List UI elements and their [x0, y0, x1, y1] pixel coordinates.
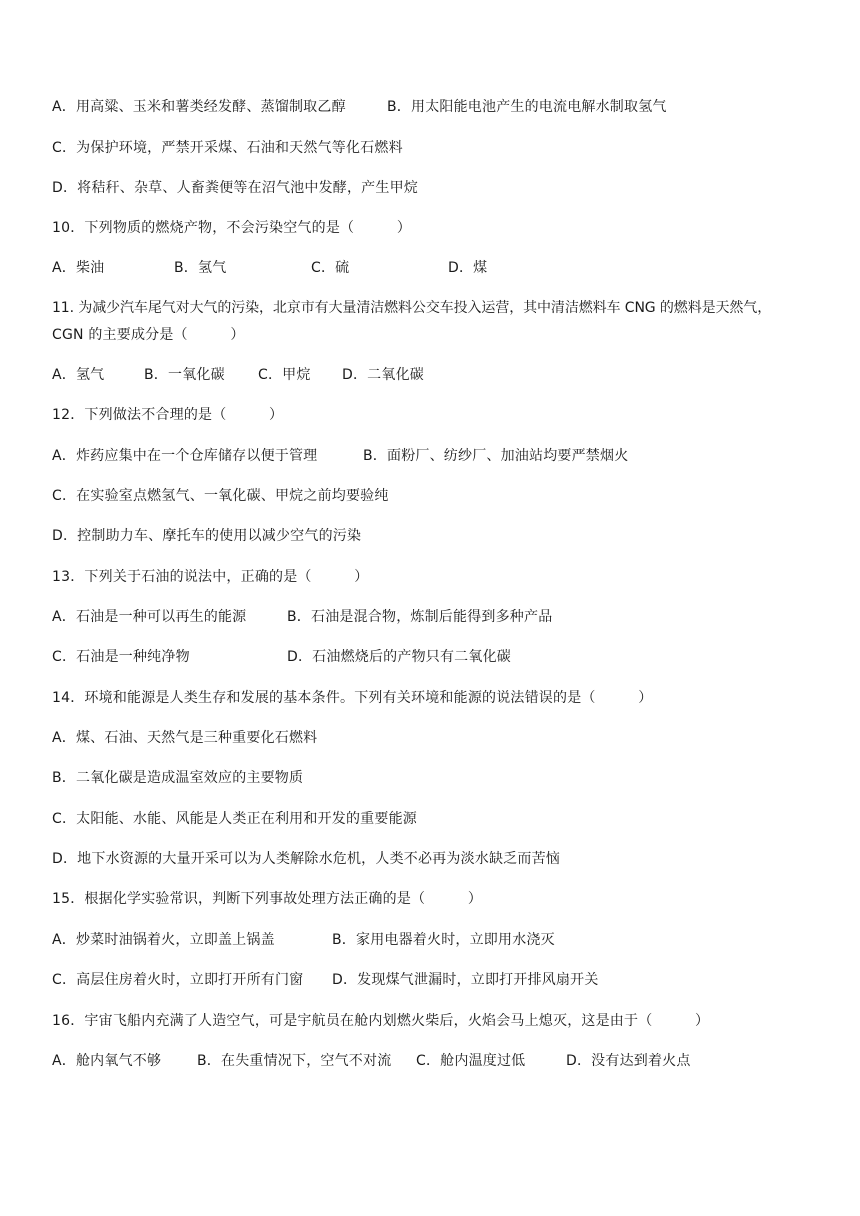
- option-c: C．石油是一种纯净物: [52, 649, 190, 665]
- option-c: C．硫: [311, 260, 350, 276]
- option-d: D．地下水资源的大量开采可以为人类解除水危机，人类不必再为淡水缺乏而苦恼: [52, 851, 560, 867]
- option-a: A．柴油: [52, 260, 105, 276]
- question-10-stem: 10．下列物质的燃烧产物，不会污染空气的是（ ）: [52, 220, 412, 236]
- question-13-stem: 13．下列关于石油的说法中，正确的是（ ）: [52, 569, 369, 585]
- option-b: B．一氧化碳: [144, 367, 225, 383]
- option-d: D．石油燃烧后的产物只有二氧化碳: [287, 649, 511, 665]
- option-d: D．二氧化碳: [342, 367, 424, 383]
- question-11-stem-line-2: CGN 的主要成分是（ ）: [52, 327, 245, 343]
- option-c: C．太阳能、水能、风能是人类正在利用和开发的重要能源: [52, 811, 417, 827]
- option-a: A．氢气: [52, 367, 105, 383]
- option-c: C．在实验室点燃氢气、一氧化碳、甲烷之前均要验纯: [52, 488, 389, 504]
- option-d: D．将秸秆、杂草、人畜粪便等在沼气池中发酵，产生甲烷: [52, 180, 418, 196]
- option-d: D．没有达到着火点: [566, 1053, 691, 1069]
- option-a: A．炸药应集中在一个仓库储存以便于管理: [52, 448, 318, 464]
- option-b: B．石油是混合物，炼制后能得到多种产品: [287, 609, 553, 625]
- option-d: D．煤: [448, 260, 488, 276]
- option-a: A．炒菜时油锅着火，立即盖上锅盖: [52, 932, 275, 948]
- option-b: B．二氧化碳是造成温室效应的主要物质: [52, 770, 304, 786]
- option-a: A．煤、石油、天然气是三种重要化石燃料: [52, 730, 318, 746]
- option-c: C．舱内温度过低: [416, 1053, 526, 1069]
- option-c: C．高层住房着火时，立即打开所有门窗: [52, 972, 304, 988]
- option-b: B．在失重情况下，空气不对流: [197, 1053, 392, 1069]
- question-16-stem: 16．宇宙飞船内充满了人造空气，可是宇航员在舱内划燃火柴后，火焰会马上熄灭，这是由于（ ）: [52, 1013, 710, 1029]
- option-a: A．用高粱、玉米和薯类经发酵、蒸馏制取乙醇: [52, 99, 346, 115]
- question-14-stem: 14．环境和能源是人类生存和发展的基本条件。下列有关环境和能源的说法错误的是（ ）: [52, 690, 653, 706]
- question-12-stem: 12．下列做法不合理的是（ ）: [52, 407, 284, 423]
- option-b: B．用太阳能电池产生的电流电解水制取氢气: [387, 99, 667, 115]
- question-11-stem-line-1: 11. 为减少汽车尾气对大气的污染，北京市有大量清洁燃料公交车投入运营，其中清洁燃料车 CNG 的燃料是天然气，: [52, 300, 772, 316]
- option-a: A．舱内氧气不够: [52, 1053, 162, 1069]
- option-b: B．家用电器着火时，立即用水浇灭: [332, 932, 555, 948]
- option-c: C．为保护环境，严禁开采煤、石油和天然气等化石燃料: [52, 140, 403, 156]
- option-a: A．石油是一种可以再生的能源: [52, 609, 247, 625]
- option-b: B．氢气: [174, 260, 227, 276]
- option-d: D．发现煤气泄漏时，立即打开排风扇开关: [332, 972, 599, 988]
- option-d: D．控制助力车、摩托车的使用以减少空气的污染: [52, 528, 362, 544]
- question-15-stem: 15．根据化学实验常识，判断下列事故处理方法正确的是（ ）: [52, 891, 483, 907]
- option-b: B．面粉厂、纺纱厂、加油站均要严禁烟火: [363, 448, 629, 464]
- option-c: C．甲烷: [258, 367, 311, 383]
